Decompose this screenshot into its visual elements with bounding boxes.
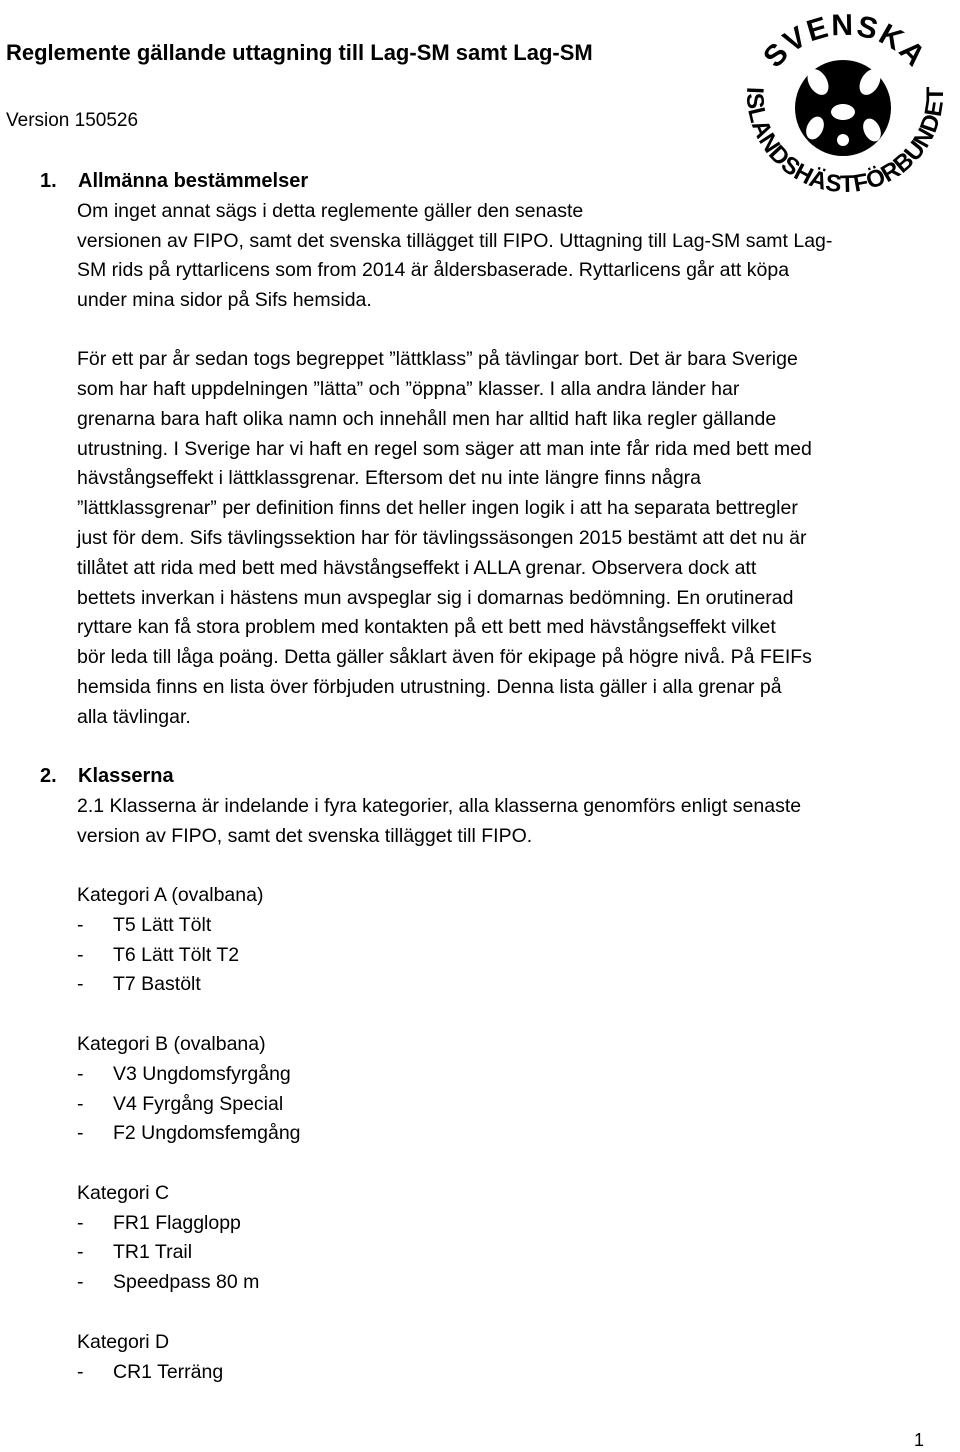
section-2-title: Klasserna — [78, 765, 174, 787]
paragraph-line: grenarna bara haft olika namn och innehåll men har alltid haft lika regler gällande — [77, 408, 777, 430]
paragraph-line: bettets inverkan i hästens mun avspeglar sig i domarnas bedömning. En orutinerad — [77, 587, 794, 609]
section-2-number: 2. — [40, 765, 57, 787]
list-item: - V3 Ungdomsfyrgång — [77, 1063, 291, 1085]
paragraph-line: bör leda till låga poäng. Detta gäller såklart även för ekipage på högre nivå. På FEIFs — [77, 646, 812, 668]
paragraph-line: utrustning. I Sverige har vi haft en regel som säger att man inte får rida med bett med — [77, 438, 812, 460]
paragraph-line: version av FIPO, samt det svenska tillägget till FIPO. — [77, 825, 533, 847]
logo-text-top: SVENSKA — [757, 8, 933, 75]
list-item: - F2 Ungdomsfemgång — [77, 1122, 301, 1144]
paragraph-line: 2.1 Klasserna är indelande i fyra kategorier, alla klasserna genomförs enligt senaste — [77, 795, 802, 817]
list-item: - T7 Bastölt — [77, 973, 201, 995]
paragraph-line: Om inget annat sägs i detta reglemente gäller den senaste — [77, 200, 584, 222]
list-item: - V4 Fyrgång Special — [77, 1093, 284, 1115]
list-item: - TR1 Trail — [77, 1241, 193, 1263]
paragraph-line: alla tävlingar. — [77, 706, 191, 728]
paragraph-line: versionen av FIPO, samt det svenska tillägget till FIPO. Uttagning till Lag-SM samt Lag- — [77, 230, 833, 252]
paragraph-line: För ett par år sedan togs begreppet ”lättklass” på tävlingar bort. Det är bara Sverige — [77, 348, 798, 370]
paragraph-line: som har haft uppdelningen ”lätta” och ”öppna” klasser. I alla andra länder har — [77, 378, 740, 400]
paragraph-line: ”lättklassgrenar” per definition finns det heller ingen logik i att ha separata bettregler — [77, 497, 798, 519]
section-1-heading — [40, 170, 308, 193]
category-title: Kategori C — [77, 1182, 170, 1204]
paragraph-line: under mina sidor på Sifs hemsida. — [77, 289, 372, 311]
document-title: Reglemente gällande uttagning till Lag-SM samt Lag-SM — [6, 40, 593, 65]
paragraph-line: just för dem. Sifs tävlingssektion har för tävlingssäsongen 2015 bestämt att det nu är — [77, 527, 807, 549]
list-item: - T6 Lätt Tölt T2 — [77, 944, 240, 966]
sif-logo — [730, 0, 955, 215]
paragraph-line: hemsida finns en lista över förbjuden utrustning. Denna lista gäller i alla grenar på — [77, 676, 782, 698]
list-item: - FR1 Flagglopp — [77, 1212, 241, 1234]
section-1-title: Allmänna bestämmelser — [78, 170, 309, 192]
section-2-heading — [40, 765, 174, 788]
section-1-number: 1. — [40, 170, 57, 192]
paragraph-line: hävstångseffekt i lättklassgrenar. Eftersom det nu inte längre finns några — [77, 467, 701, 489]
paragraph-line: tillåtet att rida med bett med hävstångseffekt i ALLA grenar. Observera dock att — [77, 557, 757, 579]
list-item: - CR1 Terräng — [77, 1361, 224, 1383]
horse-emblem-icon — [795, 60, 891, 156]
category-title: Kategori D — [77, 1331, 170, 1353]
category-title: Kategori A (ovalbana) — [77, 884, 264, 906]
category-title: Kategori B (ovalbana) — [77, 1033, 266, 1055]
list-item: - T5 Lätt Tölt — [77, 914, 212, 936]
document-version: Version 150526 — [6, 110, 139, 131]
page-number: 1 — [913, 1430, 924, 1450]
logo-text-bottom: ISLANDSHÄSTFÖRBUNDET — [740, 86, 950, 199]
list-item: - Speedpass 80 m — [77, 1271, 260, 1293]
paragraph-line: ryttare kan få stora problem med kontakten på ett bett med hävstångseffekt vilket — [77, 616, 776, 638]
paragraph-line: SM rids på ryttarlicens som from 2014 är åldersbaserade. Ryttarlicens går att köpa — [77, 259, 790, 281]
